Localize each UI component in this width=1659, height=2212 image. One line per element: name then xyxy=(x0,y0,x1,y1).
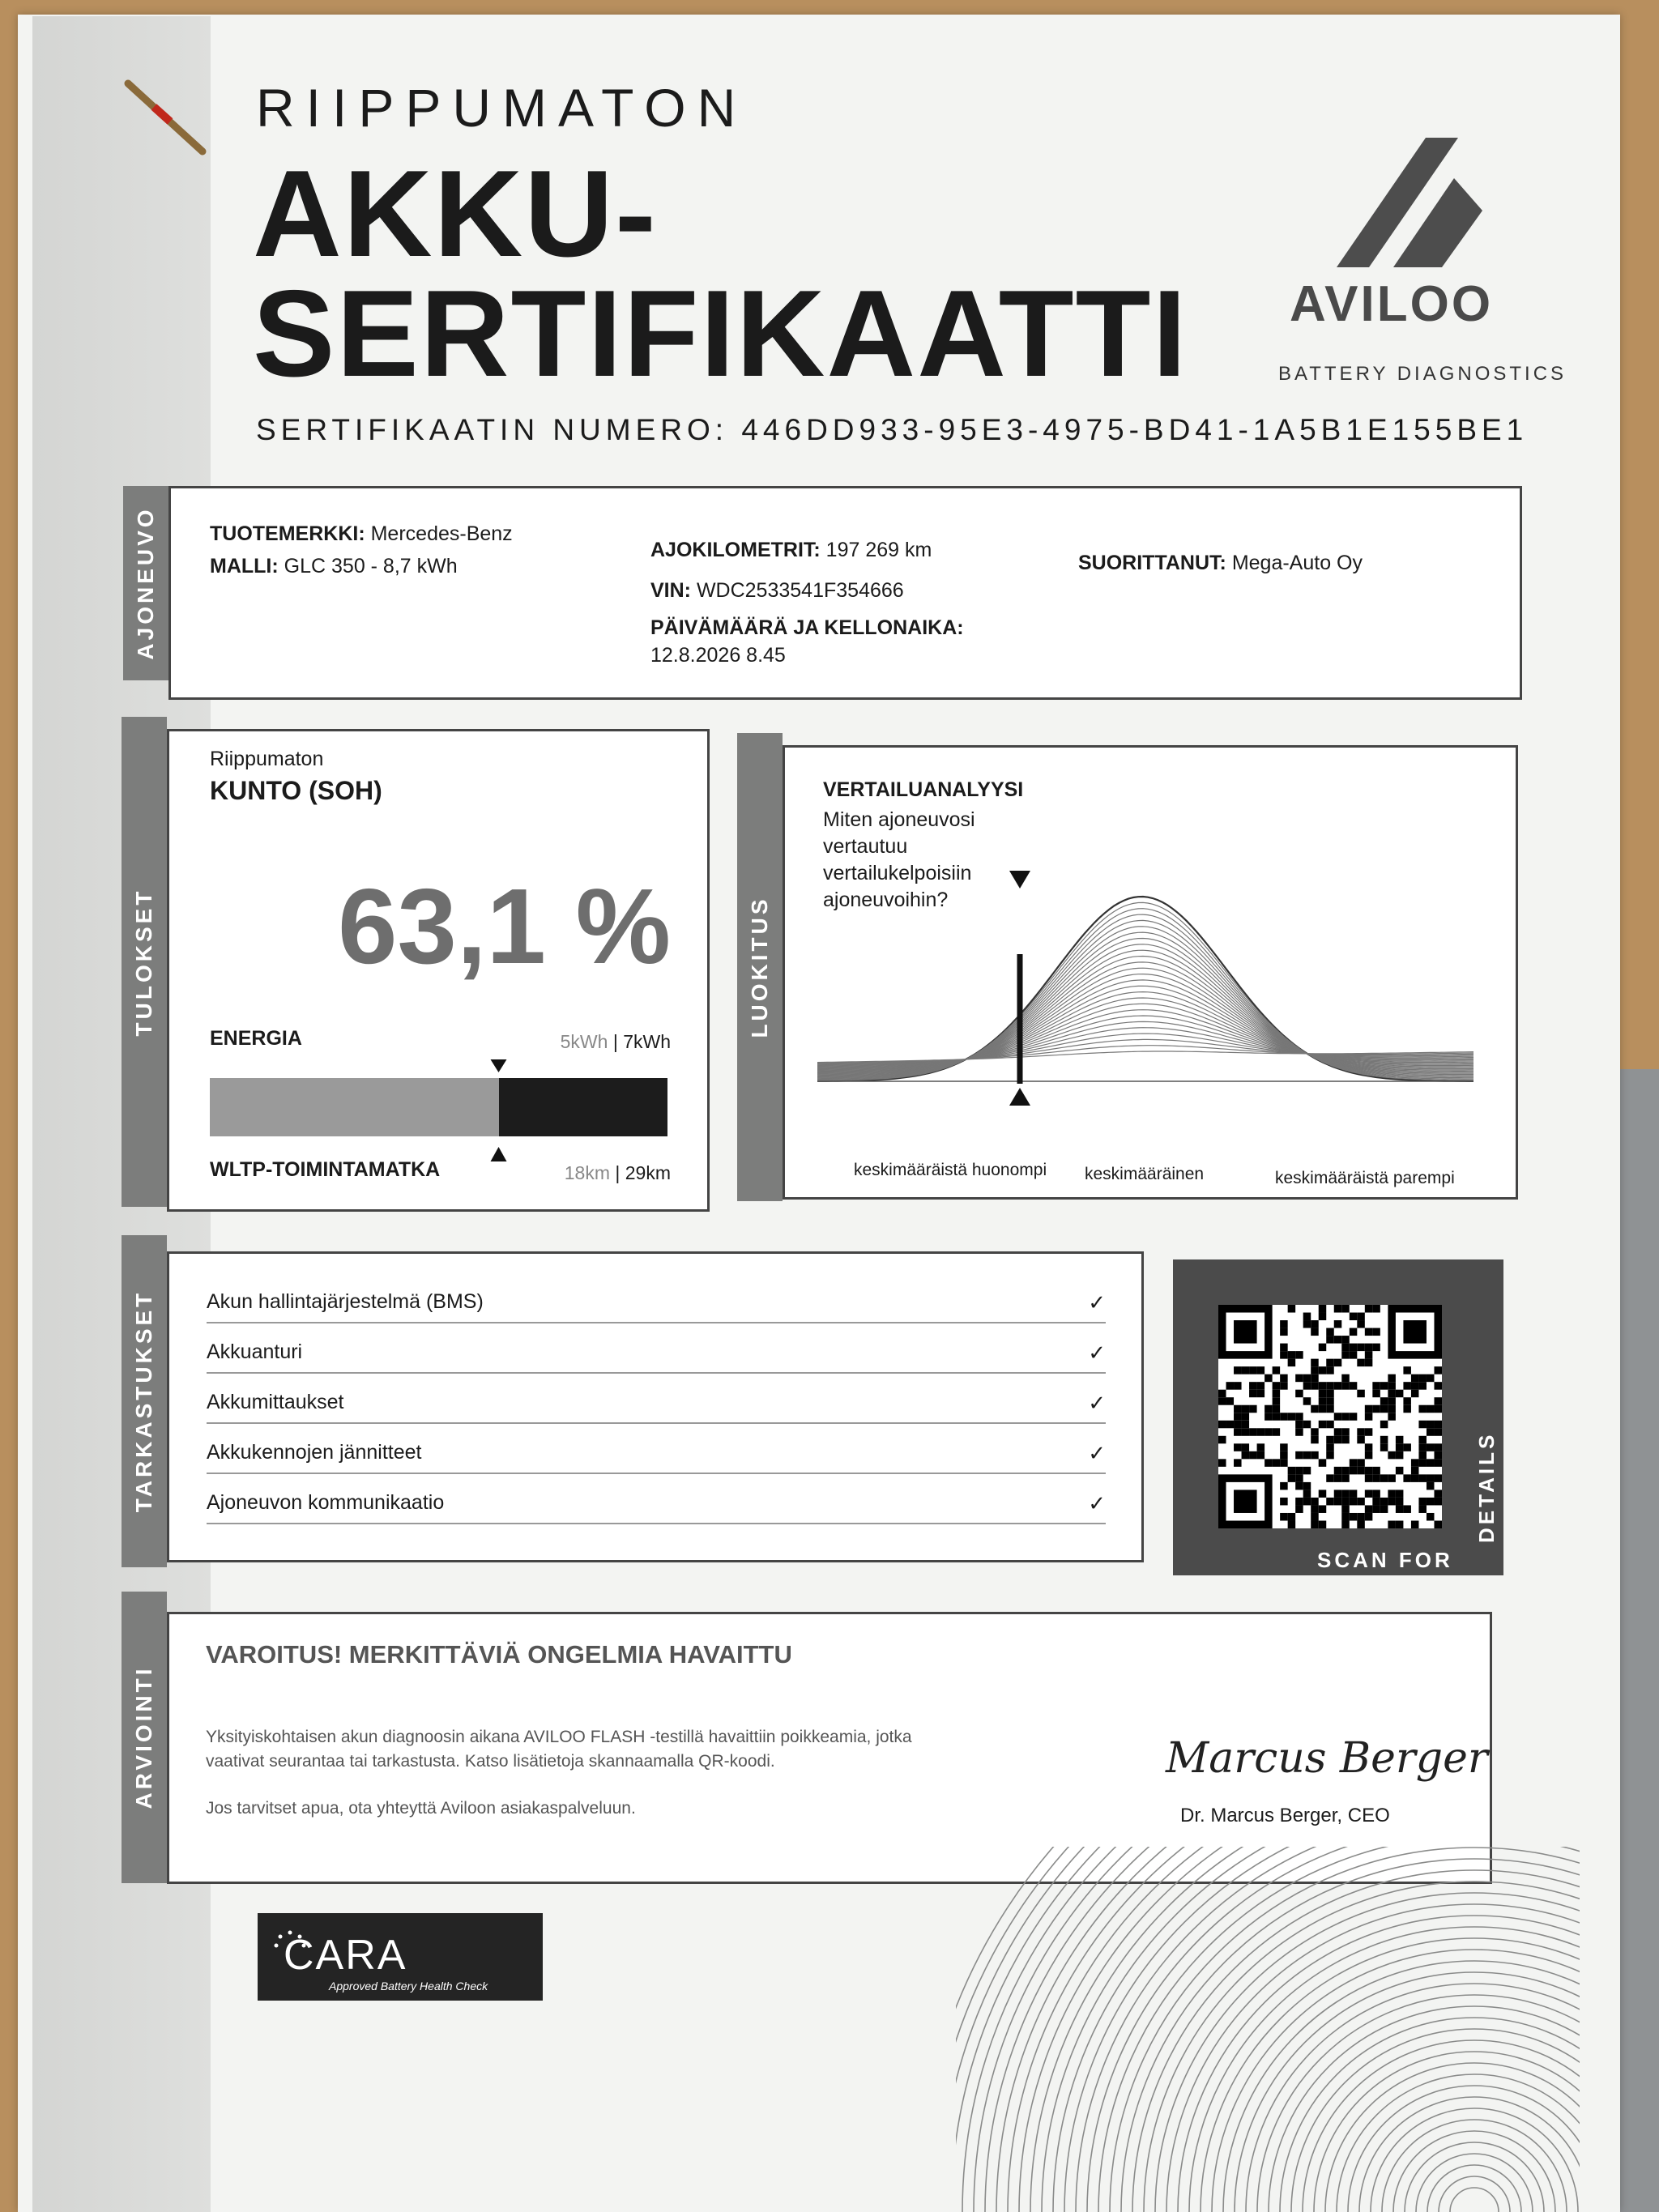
ranking-below-label: keskimääräistä huonompi xyxy=(854,1161,1047,1179)
ranking-question-1: Miten ajoneuvosi xyxy=(823,808,975,831)
check-label: Akkumittaukset xyxy=(207,1391,344,1413)
check-label: Ajoneuvon kommunikaatio xyxy=(207,1491,445,1514)
checkmark-icon: ✓ xyxy=(1088,1290,1106,1315)
check-label: Akun hallintajärjestelmä (BMS) xyxy=(207,1290,484,1313)
marker-bottom-arrow xyxy=(1009,1088,1030,1106)
ranking-question-2: vertautuu xyxy=(823,835,908,858)
checkmark-icon: ✓ xyxy=(1088,1441,1106,1465)
qr-code[interactable] xyxy=(1218,1305,1442,1528)
ceo-name: Dr. Marcus Berger, CEO xyxy=(1180,1805,1390,1826)
checks-section-bar xyxy=(122,1235,167,1567)
decorative-ripple-pattern xyxy=(956,1847,1580,2212)
ranking-title: VERTAILUANALYYSI xyxy=(823,778,1024,801)
energy-label: ENERGIA xyxy=(210,1027,302,1050)
ceo-signature: Marcus Berger xyxy=(1166,1734,1488,1783)
vin-label: VIN: xyxy=(650,579,691,602)
brand-field xyxy=(210,522,513,546)
pen-icon xyxy=(122,77,211,158)
check-label: Akkukennojen jännitteet xyxy=(207,1441,422,1464)
mileage-value: 197 269 km xyxy=(825,539,932,561)
vehicle-section-label: AJONEUVO xyxy=(133,506,158,660)
range-values: 18km | 29km xyxy=(564,1162,671,1183)
check-label: Akkuanturi xyxy=(207,1340,303,1363)
mileage-field xyxy=(650,539,932,562)
distribution-curve xyxy=(817,869,1482,1112)
range-label: WLTP-TOIMINTAMATKA xyxy=(210,1158,441,1181)
certificate-number-label: SERTIFIKAATIN NUMERO: xyxy=(256,413,729,446)
vehicle-panel xyxy=(168,486,1522,700)
date-label: PÄIVÄMÄÄRÄ JA KELLONAIKA: xyxy=(650,616,964,639)
assessment-help-text: Jos tarvitset apua, ota yhteyttä Aviloon asiakaspalveluun. xyxy=(206,1799,636,1818)
range-max: 29km xyxy=(625,1162,671,1183)
model-field xyxy=(210,555,458,578)
checkmark-icon: ✓ xyxy=(1088,1491,1106,1515)
ranking-question-3: vertailukelpoisiin xyxy=(823,862,972,884)
check-row xyxy=(207,1422,1106,1474)
checkmark-icon: ✓ xyxy=(1088,1391,1106,1415)
cara-subtitle: Approved Battery Health Check xyxy=(329,1980,488,1993)
vin-value: WDC2533541F354666 xyxy=(696,579,904,602)
certificate-number-value: 446DD933-95E3-4975-BD41-1A5B1E155BE1 xyxy=(741,413,1529,446)
check-row xyxy=(207,1372,1106,1424)
qr-details-label: DETAILS xyxy=(1474,1431,1499,1543)
mileage-label: AJOKILOMETRIT: xyxy=(650,539,821,561)
marker-top-arrow xyxy=(1009,871,1030,889)
model-value: GLC 350 - 8,7 kWh xyxy=(284,555,458,578)
certificate-number xyxy=(256,413,1528,447)
logo-wordmark: AVILOO xyxy=(1290,276,1494,332)
logo-tagline: BATTERY DIAGNOSTICS xyxy=(1278,363,1567,385)
vehicle-section-bar xyxy=(123,486,168,680)
results-section-bar xyxy=(122,717,167,1207)
energy-max: 7kWh xyxy=(623,1031,671,1052)
range-current: 18km xyxy=(564,1162,610,1183)
performer-label: SUORITTANUT: xyxy=(1078,552,1226,574)
cara-wordmark: CARA xyxy=(284,1932,407,1979)
assessment-section-label: ARVIOINTI xyxy=(131,1665,156,1809)
kicker-title: RIIPPUMATON xyxy=(256,78,748,138)
assessment-body-line-1: Yksityiskohtaisen akun diagnoosin aikana AVILOO FLASH -testillä havaittiin poikkeamia, jotka xyxy=(206,1728,912,1746)
energy-values: 5kWh | 7kWh xyxy=(560,1031,671,1052)
performer-value: Mega-Auto Oy xyxy=(1231,552,1363,574)
ranking-section-label: LUOKITUS xyxy=(747,896,772,1038)
main-title xyxy=(253,145,1188,403)
energy-current: 5kWh xyxy=(560,1031,608,1052)
check-row xyxy=(207,1473,1106,1524)
soh-bar-markers xyxy=(210,1059,667,1165)
results-section-label: TULOKSET xyxy=(131,888,156,1036)
ranking-section-bar xyxy=(737,733,783,1201)
title-line-1: AKKU- xyxy=(253,145,658,283)
check-row xyxy=(207,1272,1106,1323)
ranking-above-label: keskimääräistä parempi xyxy=(1275,1169,1455,1187)
qr-card xyxy=(1173,1259,1503,1575)
vin-field xyxy=(650,579,904,603)
ranking-question-4: ajoneuvoihin? xyxy=(823,889,949,911)
assessment-section-bar xyxy=(122,1592,167,1883)
results-panel xyxy=(167,729,710,1212)
results-title: KUNTO (SOH) xyxy=(210,776,382,805)
model-label: MALLI: xyxy=(210,555,279,578)
title-line-2: SERTIFIKAATTI xyxy=(253,265,1188,403)
performer-field xyxy=(1078,552,1363,575)
check-row xyxy=(207,1322,1106,1374)
checkmark-icon: ✓ xyxy=(1088,1340,1106,1365)
brand-value: Mercedes-Benz xyxy=(370,522,513,545)
cara-badge xyxy=(258,1913,543,2001)
checks-section-label: TARKASTUKSET xyxy=(131,1289,156,1513)
aviloo-logo-icon xyxy=(1328,121,1491,275)
date-value: 12.8.2026 8.45 xyxy=(650,644,786,667)
qr-scan-label: SCAN FOR xyxy=(1317,1548,1453,1572)
ranking-average-label: keskimääräinen xyxy=(1085,1165,1205,1183)
ranking-panel xyxy=(783,745,1518,1200)
warning-title: VAROITUS! MERKITTÄVIÄ ONGELMIA HAVAITTU xyxy=(206,1640,792,1669)
brand-label: TUOTEMERKKI: xyxy=(210,522,365,545)
assessment-panel xyxy=(167,1612,1492,1884)
soh-value: 63,1 % xyxy=(338,867,671,986)
assessment-body-line-2: vaativat seurantaa tai tarkastusta. Katso lisätietoja skannaamalla QR-koodi. xyxy=(206,1752,775,1771)
results-subtitle: Riippumaton xyxy=(210,748,324,770)
